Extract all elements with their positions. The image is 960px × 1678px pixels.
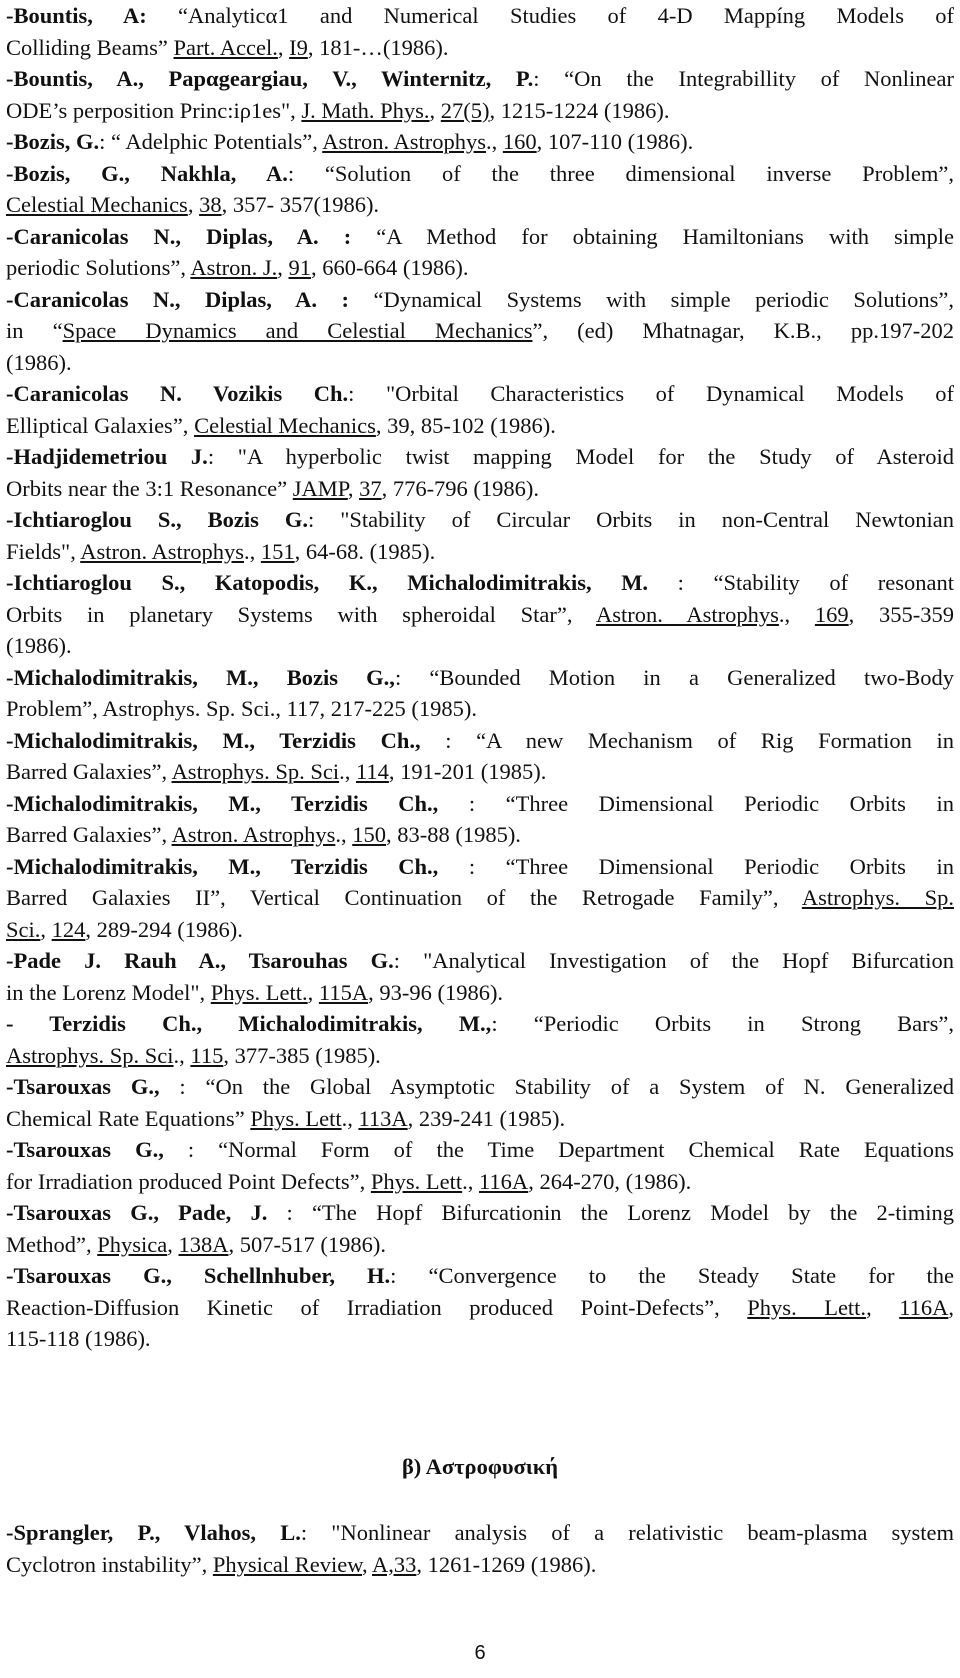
author-names: -Ichtiaroglou S., Bozis G. [6, 507, 308, 532]
reference-line [6, 1323, 954, 1355]
reference-line [6, 1549, 954, 1581]
citation-text: Reaction-Diffusion Kinetic of Irradiation produced Point-Defects”, [6, 1294, 748, 1320]
reference-line [6, 1040, 954, 1072]
journal-ref: 38 [199, 192, 222, 217]
citation-text: : “ Adelphic Potentials”, [99, 129, 323, 154]
reference-line [6, 851, 954, 883]
citation-text: ., [778, 601, 815, 627]
journal-ref: Astron. Astrophys [80, 538, 244, 564]
journal-ref: Celestial Mechanics [194, 412, 376, 438]
citation-text: : "Nonlinear analysis of a relativistic beam-plasma system [300, 1520, 954, 1545]
citation-text: Method”, [6, 1231, 98, 1257]
reference-line [6, 788, 954, 820]
journal-ref: Physica [97, 1231, 168, 1257]
citation-text: : “The Hopf Bifurcationin the Lorenz Model by the 2-timing [267, 1200, 954, 1225]
citation-text: : “On the Global Asymptotic Stability of a System of N. Generalized [159, 1074, 954, 1099]
journal-ref: Astrophys. Sp. [801, 885, 954, 910]
citation-text: Cyclotron instability”, [6, 1552, 213, 1577]
citation-text: , 191-201 (1985). [388, 759, 547, 784]
citation-text: Barred Galaxies”, [6, 822, 172, 847]
citation-text: , 1261-1269 (1986). [416, 1552, 597, 1577]
citation-text: ODE’s perposition Princ:iρ1es", [6, 97, 302, 123]
citation-text: : “Bounded Motion in a Generalized two-Body [394, 664, 954, 690]
reference-line [6, 1292, 954, 1324]
citation-text: : “Three Dimensional Periodic Orbits in [438, 853, 954, 879]
journal-ref: JAMP [292, 475, 348, 501]
citation-text: ”, (ed) Mhatnagar, K.B., pp.197-202 [532, 318, 954, 343]
journal-ref: 151 [260, 538, 295, 564]
citation-text: Orbits in planetary Systems with spheroidal Star”, [6, 601, 597, 627]
journal-ref: A,33 [372, 1552, 417, 1577]
citation-text: , 357- 357(1986). [221, 192, 380, 217]
reference-line [6, 1166, 954, 1198]
citation-text: , 83-88 (1985). [385, 822, 521, 847]
author-names: -Bozis, G. [6, 129, 100, 154]
author-names: -Bountis, A: [6, 3, 147, 28]
citation-text: “A Method for obtaining Hamiltonians with simple [351, 223, 954, 249]
reference-line [6, 567, 954, 599]
reference-line [6, 189, 954, 221]
citation-text: ., [462, 1168, 480, 1194]
citation-text: ., [243, 538, 261, 564]
reference-line [6, 945, 954, 977]
reference-line [6, 725, 954, 757]
citation-text: Chemical Rate Equations” [6, 1105, 251, 1131]
reference-line [6, 599, 954, 631]
citation-text: : “Solution of the three dimensional inverse Problem”, [287, 160, 954, 186]
journal-ref: Celestial Mechanics [6, 192, 188, 217]
citation-text: , 355-359 [848, 601, 955, 627]
journal-ref: 91 [288, 255, 312, 280]
journal-ref: Astrophys. Sp. Sci [6, 1042, 174, 1068]
reference-line [6, 977, 954, 1009]
reference-line [6, 504, 954, 536]
citation-text: , [167, 1231, 179, 1257]
citation-text: : “Periodic Orbits in Strong Bars”, [491, 1011, 954, 1036]
author-names: -Tsarouxas G., [6, 1074, 160, 1099]
author-names: -Pade J. Rauh A., Tsarouhas G. [6, 948, 394, 973]
reference-line [6, 1134, 954, 1166]
citation-text: in the Lorenz Model", [6, 979, 211, 1005]
journal-ref: Astron. Astrophys [171, 822, 336, 847]
reference-line [6, 221, 954, 253]
journal-ref: I9 [289, 34, 308, 60]
author-names: -Michalodimitrakis, M., Terzidis Ch., [6, 790, 439, 816]
citation-text: , [187, 192, 200, 217]
reference-line [6, 1260, 954, 1292]
reference-line [6, 32, 954, 64]
author-names: -Sprangler, P., Vlahos, L. [6, 1520, 301, 1545]
reference-line [6, 63, 954, 95]
author-names: -Caranicolas N. Vozikis Ch. [6, 381, 349, 406]
citation-text: : “On the Integrabillity of Nonlinear [533, 66, 954, 91]
journal-ref: 113A [358, 1105, 408, 1131]
journal-ref: 124 [51, 916, 86, 942]
reference-line [6, 1229, 954, 1261]
journal-ref: J. Math. Phys. [301, 97, 430, 123]
journal-ref: 138A [178, 1231, 229, 1257]
citation-text: , 93-96 (1986). [368, 979, 504, 1005]
journal-ref: Sci. [6, 916, 41, 942]
journal-ref: Astron. J. [190, 255, 278, 280]
citation-text: : “Convergence to the Steady State for the [390, 1263, 954, 1288]
reference-line [6, 347, 954, 379]
author-names: -Tsarouxas G., Pade, J. [6, 1200, 268, 1225]
citation-text: Problem”, Astrophys. Sp. Sci., 117, 217-225 (1985). [6, 696, 478, 721]
journal-ref: Phys. Lett. [747, 1294, 867, 1320]
citation-text: in “ [6, 318, 63, 343]
reference-line [6, 662, 954, 694]
author-names: -Ichtiaroglou S., Katopodis, K., Michalodimitrakis, M. [6, 570, 649, 595]
journal-ref: 115A [318, 979, 369, 1005]
journal-ref: Phys. Lett. [210, 979, 308, 1005]
reference-line [6, 1071, 954, 1103]
reference-line [6, 819, 954, 851]
citation-text: : "Orbital Characteristics of Dynamical Models of [348, 381, 954, 406]
author-names: -Hadjidemetriou J. [6, 444, 208, 469]
reference-line [6, 0, 954, 32]
citation-text: Colliding Beams” [6, 34, 174, 60]
citation-text: for Irradiation produced Point Defects”, [6, 1168, 371, 1194]
citation-text: : “Normal Form of the Time Department Chemical Rate Equations [163, 1137, 954, 1162]
citation-text: , 239-241 (1985). [407, 1105, 566, 1131]
reference-line [6, 410, 954, 442]
journal-ref: 114 [355, 759, 389, 784]
citation-text: , [362, 1552, 373, 1577]
citation-text: , [307, 979, 319, 1005]
citation-text: , 660-664 (1986). [311, 255, 469, 280]
citation-text: : "Analytical Investigation of the Hopf Bifurcation [393, 948, 954, 973]
citation-text: (1986). [6, 349, 72, 375]
reference-line [6, 756, 954, 788]
reference-line [6, 536, 954, 568]
journal-ref: Physical Review [212, 1552, 362, 1577]
reference-line [6, 378, 954, 410]
reference-line [6, 1517, 954, 1549]
journal-ref: Phys. Lett [370, 1168, 463, 1194]
journal-ref: 115 [190, 1042, 224, 1068]
citation-text: , 289-294 (1986). [85, 916, 243, 942]
citation-text: “Dynamical Systems with simple periodic Solutions”, [348, 286, 954, 312]
author-names: - Terzidis Ch., Michalodimitrakis, M., [6, 1011, 492, 1036]
citation-text: : “Stability of resonant [648, 570, 954, 595]
reference-line [6, 630, 954, 662]
reference-line [6, 158, 954, 190]
citation-text: Barred Galaxies II”, Vertical Continuation of the Retrogade Family”, [6, 885, 802, 910]
journal-ref: 116A [479, 1168, 529, 1194]
citation-text: , 377-385 (1985). [223, 1042, 381, 1068]
citation-text: , 107-110 (1986). [536, 129, 694, 154]
reference-line [6, 914, 954, 946]
citation-text: , [40, 916, 52, 942]
journal-ref: 27(5) [440, 97, 490, 123]
journal-ref: 37 [359, 475, 382, 501]
citation-text: ., [485, 129, 503, 154]
citation-text: : “Three Dimensional Periodic Orbits in [438, 790, 954, 816]
journal-ref: Part. Accel. [173, 34, 278, 60]
citation-text: ., [341, 1105, 359, 1131]
citation-text: Barred Galaxies”, [6, 759, 172, 784]
page-number: 6 [474, 1642, 486, 1664]
citation-text: , [347, 475, 360, 501]
journal-ref: Astrophys. Sp. Sci [171, 759, 340, 784]
citation-text: , 507-517 (1986). [228, 1231, 386, 1257]
author-names: -Caranicolas N., Diplas, A. : [6, 286, 349, 312]
citation-text: : "Stability of Circular Orbits in non-Central Newtonian [307, 507, 954, 532]
journal-ref: 160 [502, 129, 537, 154]
citation-text: ., [339, 759, 356, 784]
reference-line [6, 441, 954, 473]
reference-line [6, 252, 954, 284]
journal-ref: 116A [899, 1294, 949, 1320]
reference-line [6, 1197, 954, 1229]
author-names: -Caranicolas N., Diplas, A. : [6, 223, 352, 249]
citation-text: , 264-270, (1986). [528, 1168, 692, 1194]
author-names: -Michalodimitrakis, M., Bozis G., [6, 664, 395, 690]
citation-text: Orbits near the 3:1 Resonance” [6, 475, 293, 501]
journal-ref: Astron. Astrophys [322, 129, 486, 154]
citation-text: , [429, 97, 441, 123]
citation-text: , 1215-1224 (1986). [489, 97, 670, 123]
citation-text: , 39, 85-102 (1986). [375, 412, 556, 438]
citation-text: , 776-796 (1986). [381, 475, 540, 501]
author-names: -Tsarouxas G., [6, 1137, 164, 1162]
reference-line [6, 284, 954, 316]
reference-line [6, 1103, 954, 1135]
citation-text: , [866, 1294, 900, 1320]
author-names: -Michalodimitrakis, M., Terzidis Ch., [6, 853, 439, 879]
journal-ref: 169 [814, 601, 849, 627]
citation-text: Elliptical Galaxies”, [6, 412, 195, 438]
journal-ref: Phys. Lett [250, 1105, 342, 1131]
section-heading: β) Αστροφυσική [401, 1454, 559, 1479]
citation-text: ., [173, 1042, 191, 1068]
reference-line [6, 126, 954, 158]
journal-ref: 150 [352, 822, 386, 847]
citation-text: : “A new Mechanism of Rig Formation in [420, 727, 954, 753]
citation-text: periodic Solutions”, [6, 255, 191, 280]
reference-line [6, 1008, 954, 1040]
citation-text: , [277, 255, 289, 280]
reference-line [6, 95, 954, 127]
reference-line [6, 693, 954, 725]
citation-text: (1986). [6, 633, 72, 658]
citation-text: , 181-…(1986). [307, 34, 449, 60]
author-names: -Bozis, G., Nakhla, A. [6, 160, 288, 186]
citation-text: : "A hyperbolic twist mapping Model for the Study of Asteroid [207, 444, 954, 469]
journal-ref: Space Dynamics and Celestial Mechanics [62, 318, 533, 343]
author-names: -Tsarouxas G., Schellnhuber, H. [6, 1263, 391, 1288]
citation-text: Fields", [6, 538, 81, 564]
journal-ref: Astron. Astrophys [596, 601, 779, 627]
citation-text: , [948, 1294, 954, 1320]
reference-line [6, 882, 954, 914]
citation-text: , [277, 34, 290, 60]
citation-text: ., [335, 822, 353, 847]
citation-text: 115-118 (1986). [6, 1326, 151, 1351]
reference-line [6, 315, 954, 347]
reference-line [6, 473, 954, 505]
citation-text: “Analyticα1 and Numerical Studies of 4-D Mappíng Models of [146, 3, 955, 28]
author-names: -Michalodimitrakis, M., Terzidis Ch., [6, 727, 421, 753]
author-names: -Bountis, A., Papαgeargiau, V., Winternitz, P. [6, 66, 534, 91]
citation-text: , 64-68. (1985). [294, 538, 436, 564]
